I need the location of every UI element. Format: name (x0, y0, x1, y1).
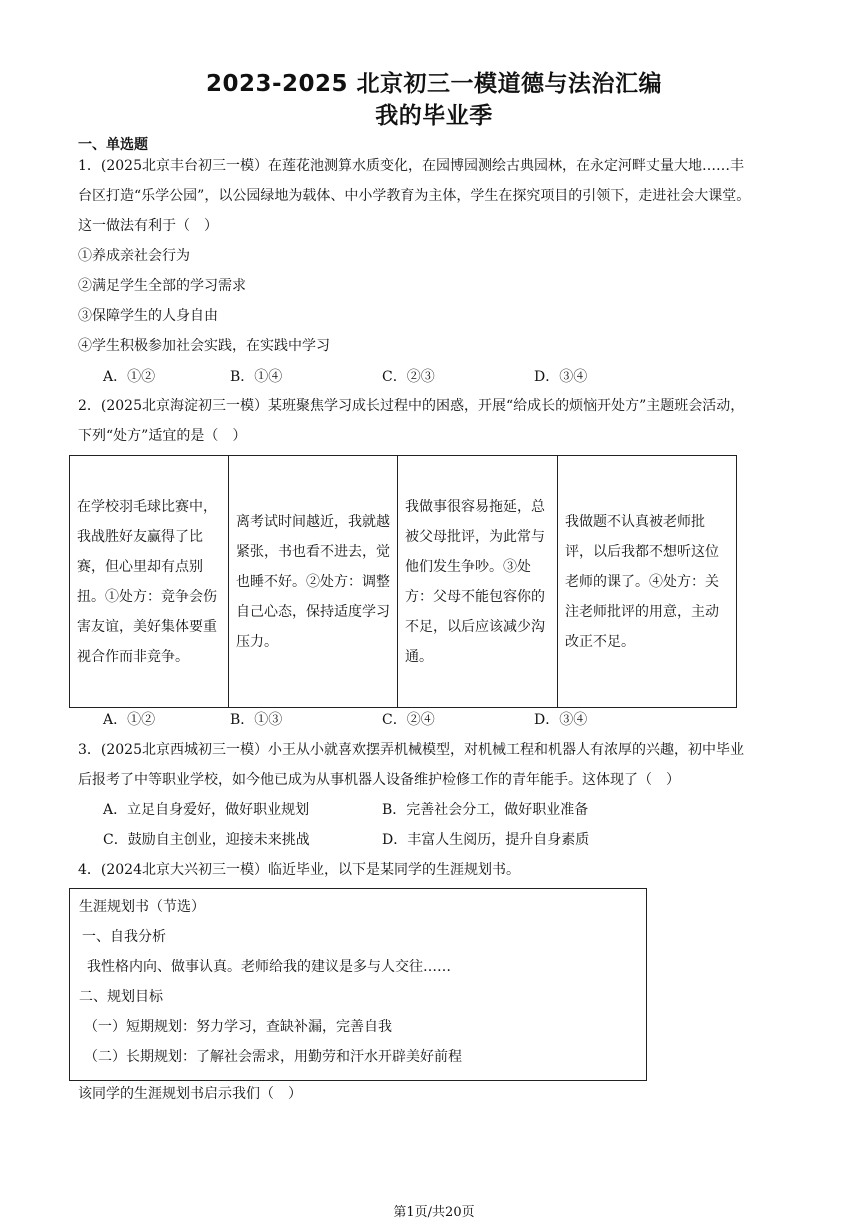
q2-option-b: B．①③ (230, 712, 283, 728)
q3-option-b: B．完善社会分工，做好职业准备 (382, 802, 589, 818)
career-plan-long-term: （二）长期规划：了解社会需求，用勤劳和汗水开辟美好前程 (84, 1049, 462, 1065)
q2-cell-3: 我做事很容易拖延，总被父母批评，为此常与他们发生争吵。③处方：父母不能包容你的不足，以后应该减少沟通。 (398, 456, 558, 708)
q1-stem-line-2: 台区打造“乐学公园”，以公园绿地为载体、中小学教育为主体，学生在探究项目的引领下，走进社会大课堂。 (78, 188, 751, 204)
q2-cell-4: 我做题不认真被老师批评，以后我都不想听这位老师的课了。④处方：关注老师批评的用意，主动改正不足。 (558, 456, 737, 708)
q2-prescription-table (69, 455, 737, 708)
section-heading: 一、单选题 (78, 137, 148, 153)
document-subtitle: 我的毕业季 (375, 103, 493, 129)
q2-cell-1: 在学校羽毛球比赛中，我战胜好友赢得了比赛，但心里却有点别扭。①处方：竞争会伤害友谊，美好集体要重视合作而非竞争。 (70, 456, 229, 708)
page-number: 第1页/共20页 (393, 1205, 475, 1220)
q4-stem-after: 该同学的生涯规划书启示我们（ ） (78, 1086, 302, 1102)
q1-stem-line-1: 1．(2025北京丰台初三一模）在莲花池测算水质变化，在园博园测绘古典园林，在永定河畔丈量大地……丰 (78, 158, 744, 174)
career-plan-box (69, 888, 647, 1081)
career-plan-section-2: 二、规划目标 (79, 989, 163, 1005)
career-plan-self-analysis: 我性格内向、做事认真。老师给我的建议是多与人交往…… (87, 959, 451, 975)
q1-stem-line-3: 这一做法有利于（ ） (78, 218, 218, 234)
q2-option-c: C．②④ (382, 712, 435, 728)
q4-stem-line-1: 4．(2024北京大兴初三一模）临近毕业，以下是某同学的生涯规划书。 (78, 862, 520, 878)
q3-option-c: C．鼓励自主创业，迎接未来挑战 (103, 832, 310, 848)
q1-option-d: D．③④ (534, 369, 588, 385)
q1-item-3: ③保障学生的人身自由 (78, 308, 218, 324)
q1-option-c: C．②③ (382, 369, 435, 385)
q1-item-4: ④学生积极参加社会实践，在实践中学习 (78, 338, 330, 354)
career-plan-section-1: 一、自我分析 (82, 929, 166, 945)
career-plan-title: 生涯规划书（节选） (79, 899, 205, 915)
q2-option-d: D．③④ (534, 712, 588, 728)
q2-option-a: A．①② (103, 712, 156, 728)
q2-stem-line-2: 下列“处方”适宜的是（ ） (78, 428, 247, 444)
q1-option-b: B．①④ (230, 369, 283, 385)
q3-option-d: D．丰富人生阅历，提升自身素质 (382, 832, 590, 848)
q2-cell-2: 离考试时间越近，我就越紧张，书也看不进去，觉也睡不好。②处方：调整自己心态，保持适度学习压力。 (229, 456, 398, 708)
q3-stem-line-2: 后报考了中等职业学校，如今他已成为从事机器人设备维护检修工作的青年能手。这体现了（ ） (78, 772, 680, 788)
q1-item-1: ①养成亲社会行为 (78, 248, 190, 264)
q3-stem-line-1: 3．(2025北京西城初三一模）小王从小就喜欢摆弄机械模型，对机械工程和机器人有浓厚的兴趣，初中毕业 (78, 742, 744, 758)
q2-stem-line-1: 2．(2025北京海淀初三一模）某班聚焦学习成长过程中的困惑，开展“给成长的烦恼开处方”主题班会活动， (78, 398, 745, 414)
q1-option-a: A．①② (103, 369, 156, 385)
career-plan-short-term: （一）短期规划：努力学习，查缺补漏，完善自我 (84, 1019, 392, 1035)
q3-option-a: A．立足自身爱好，做好职业规划 (103, 802, 310, 818)
q1-item-2: ②满足学生全部的学习需求 (78, 278, 246, 294)
document-title: 2023-2025 北京初三一模道德与法治汇编 (205, 71, 663, 97)
